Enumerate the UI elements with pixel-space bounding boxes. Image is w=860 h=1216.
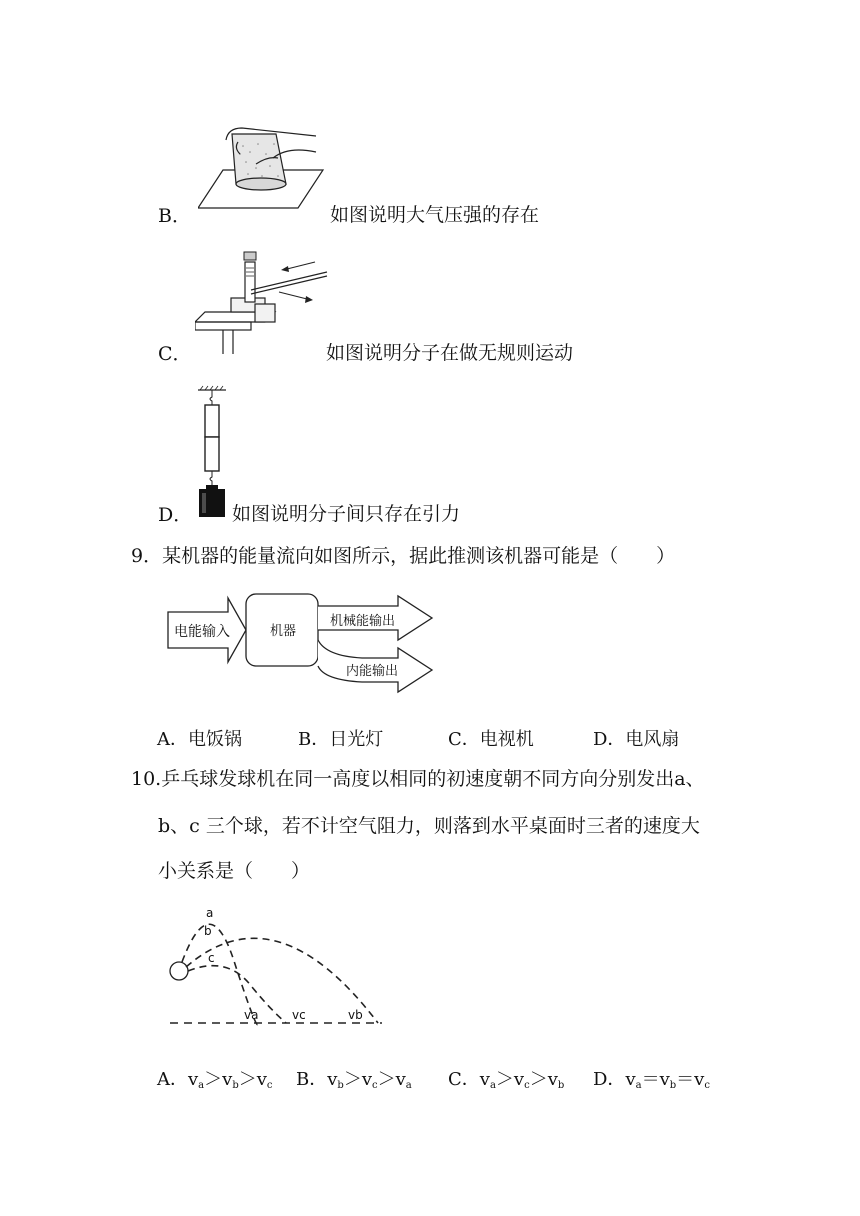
relation-sign: ＞ bbox=[343, 1069, 362, 1090]
landing-vc-label: vc bbox=[292, 1008, 306, 1022]
relation-sign: ＞ bbox=[238, 1069, 257, 1090]
velocity-subscript: c bbox=[371, 1080, 378, 1091]
velocity-subscript: a bbox=[405, 1080, 412, 1091]
machine-label: 机器 bbox=[270, 624, 297, 639]
velocity-symbol: v bbox=[547, 1069, 558, 1090]
figure-lead-cylinders-weight bbox=[194, 385, 230, 519]
velocity-symbol: v bbox=[513, 1069, 525, 1090]
velocity-subscript: a bbox=[198, 1080, 205, 1091]
q10-option-c-label: C． bbox=[448, 1069, 480, 1090]
velocity-subscript: c bbox=[266, 1080, 273, 1091]
q8-option-c-label: C． bbox=[158, 343, 192, 365]
relation-sign: ＞ bbox=[204, 1069, 223, 1090]
relation-sign: ＞ bbox=[529, 1069, 548, 1090]
velocity-subscript: b bbox=[669, 1080, 677, 1091]
landing-vb-label: vb bbox=[348, 1008, 363, 1022]
trajectory-a-label: a bbox=[206, 906, 214, 920]
velocity-symbol: v bbox=[395, 1069, 406, 1090]
figure-diffusion-apparatus bbox=[195, 248, 330, 356]
q10-stem-line-1: 10.乒乓球发球机在同一高度以相同的初速度朝不同方向分别发出a、 bbox=[131, 768, 705, 790]
velocity-symbol: v bbox=[659, 1069, 670, 1090]
q9-option-c[interactable]: C．电视机 bbox=[448, 729, 534, 750]
q10-stem-line-3: 小关系是（ ） bbox=[158, 860, 311, 882]
velocity-symbol: v bbox=[222, 1069, 233, 1090]
q10-option-d[interactable] bbox=[593, 1065, 710, 1091]
velocity-subscript: c bbox=[704, 1080, 710, 1091]
q10-option-b[interactable] bbox=[296, 1065, 412, 1091]
velocity-symbol: v bbox=[625, 1069, 636, 1090]
trajectory-b-label: b bbox=[204, 924, 212, 938]
velocity-subscript: b bbox=[232, 1080, 239, 1091]
velocity-subscript: b bbox=[337, 1080, 344, 1091]
q8-option-b-label: B． bbox=[158, 205, 191, 227]
q8-option-c-text: 如图说明分子在做无规则运动 bbox=[326, 342, 574, 364]
q8-option-b-text: 如图说明大气压强的存在 bbox=[330, 204, 540, 226]
q9-option-d[interactable]: D．电风扇 bbox=[593, 729, 680, 750]
landing-va-label: va bbox=[244, 1008, 259, 1022]
q10-option-d-label: D． bbox=[593, 1069, 626, 1090]
relation-sign: ＞ bbox=[495, 1069, 514, 1090]
q8-option-d-text: 如图说明分子间只存在引力 bbox=[232, 503, 461, 525]
q8-option-d-label: D． bbox=[158, 504, 193, 526]
velocity-subscript: a bbox=[489, 1080, 496, 1091]
q9-option-a[interactable]: A．电饭锅 bbox=[157, 729, 242, 750]
figure-atmospheric-pressure-cup bbox=[198, 118, 328, 210]
velocity-symbol: v bbox=[479, 1069, 490, 1090]
q10-stem-line-2: b、c 三个球，若不计空气阻力，则落到水平桌面时三者的速度大 bbox=[158, 815, 700, 837]
velocity-symbol: v bbox=[188, 1069, 199, 1090]
q10-option-c[interactable] bbox=[448, 1065, 564, 1091]
velocity-subscript: c bbox=[524, 1080, 530, 1091]
heat-output-label: 内能输出 bbox=[346, 664, 399, 679]
velocity-symbol: v bbox=[327, 1069, 338, 1090]
velocity-symbol: v bbox=[694, 1069, 705, 1090]
velocity-symbol: v bbox=[256, 1069, 267, 1090]
velocity-subscript: b bbox=[557, 1080, 565, 1091]
velocity-subscript: a bbox=[635, 1080, 642, 1091]
mechanical-output-label: 机械能输出 bbox=[330, 614, 396, 629]
figure-energy-flow-diagram bbox=[166, 592, 436, 694]
q10-option-a[interactable] bbox=[157, 1065, 273, 1091]
relation-sign: ＞ bbox=[377, 1069, 396, 1090]
velocity-symbol: v bbox=[361, 1069, 372, 1090]
q10-option-b-label: B． bbox=[296, 1069, 328, 1090]
q10-option-a-label: A． bbox=[157, 1069, 188, 1090]
relation-sign: ＝ bbox=[641, 1069, 660, 1090]
relation-sign: ＝ bbox=[676, 1069, 695, 1090]
q9-stem: 9．某机器的能量流向如图所示，据此推测该机器可能是（ ） bbox=[131, 545, 676, 567]
energy-input-label: 电能输入 bbox=[174, 624, 230, 640]
q9-option-b[interactable]: B．日光灯 bbox=[298, 729, 384, 750]
trajectory-c-label: c bbox=[208, 951, 215, 965]
figure-ball-trajectories bbox=[166, 905, 386, 1029]
